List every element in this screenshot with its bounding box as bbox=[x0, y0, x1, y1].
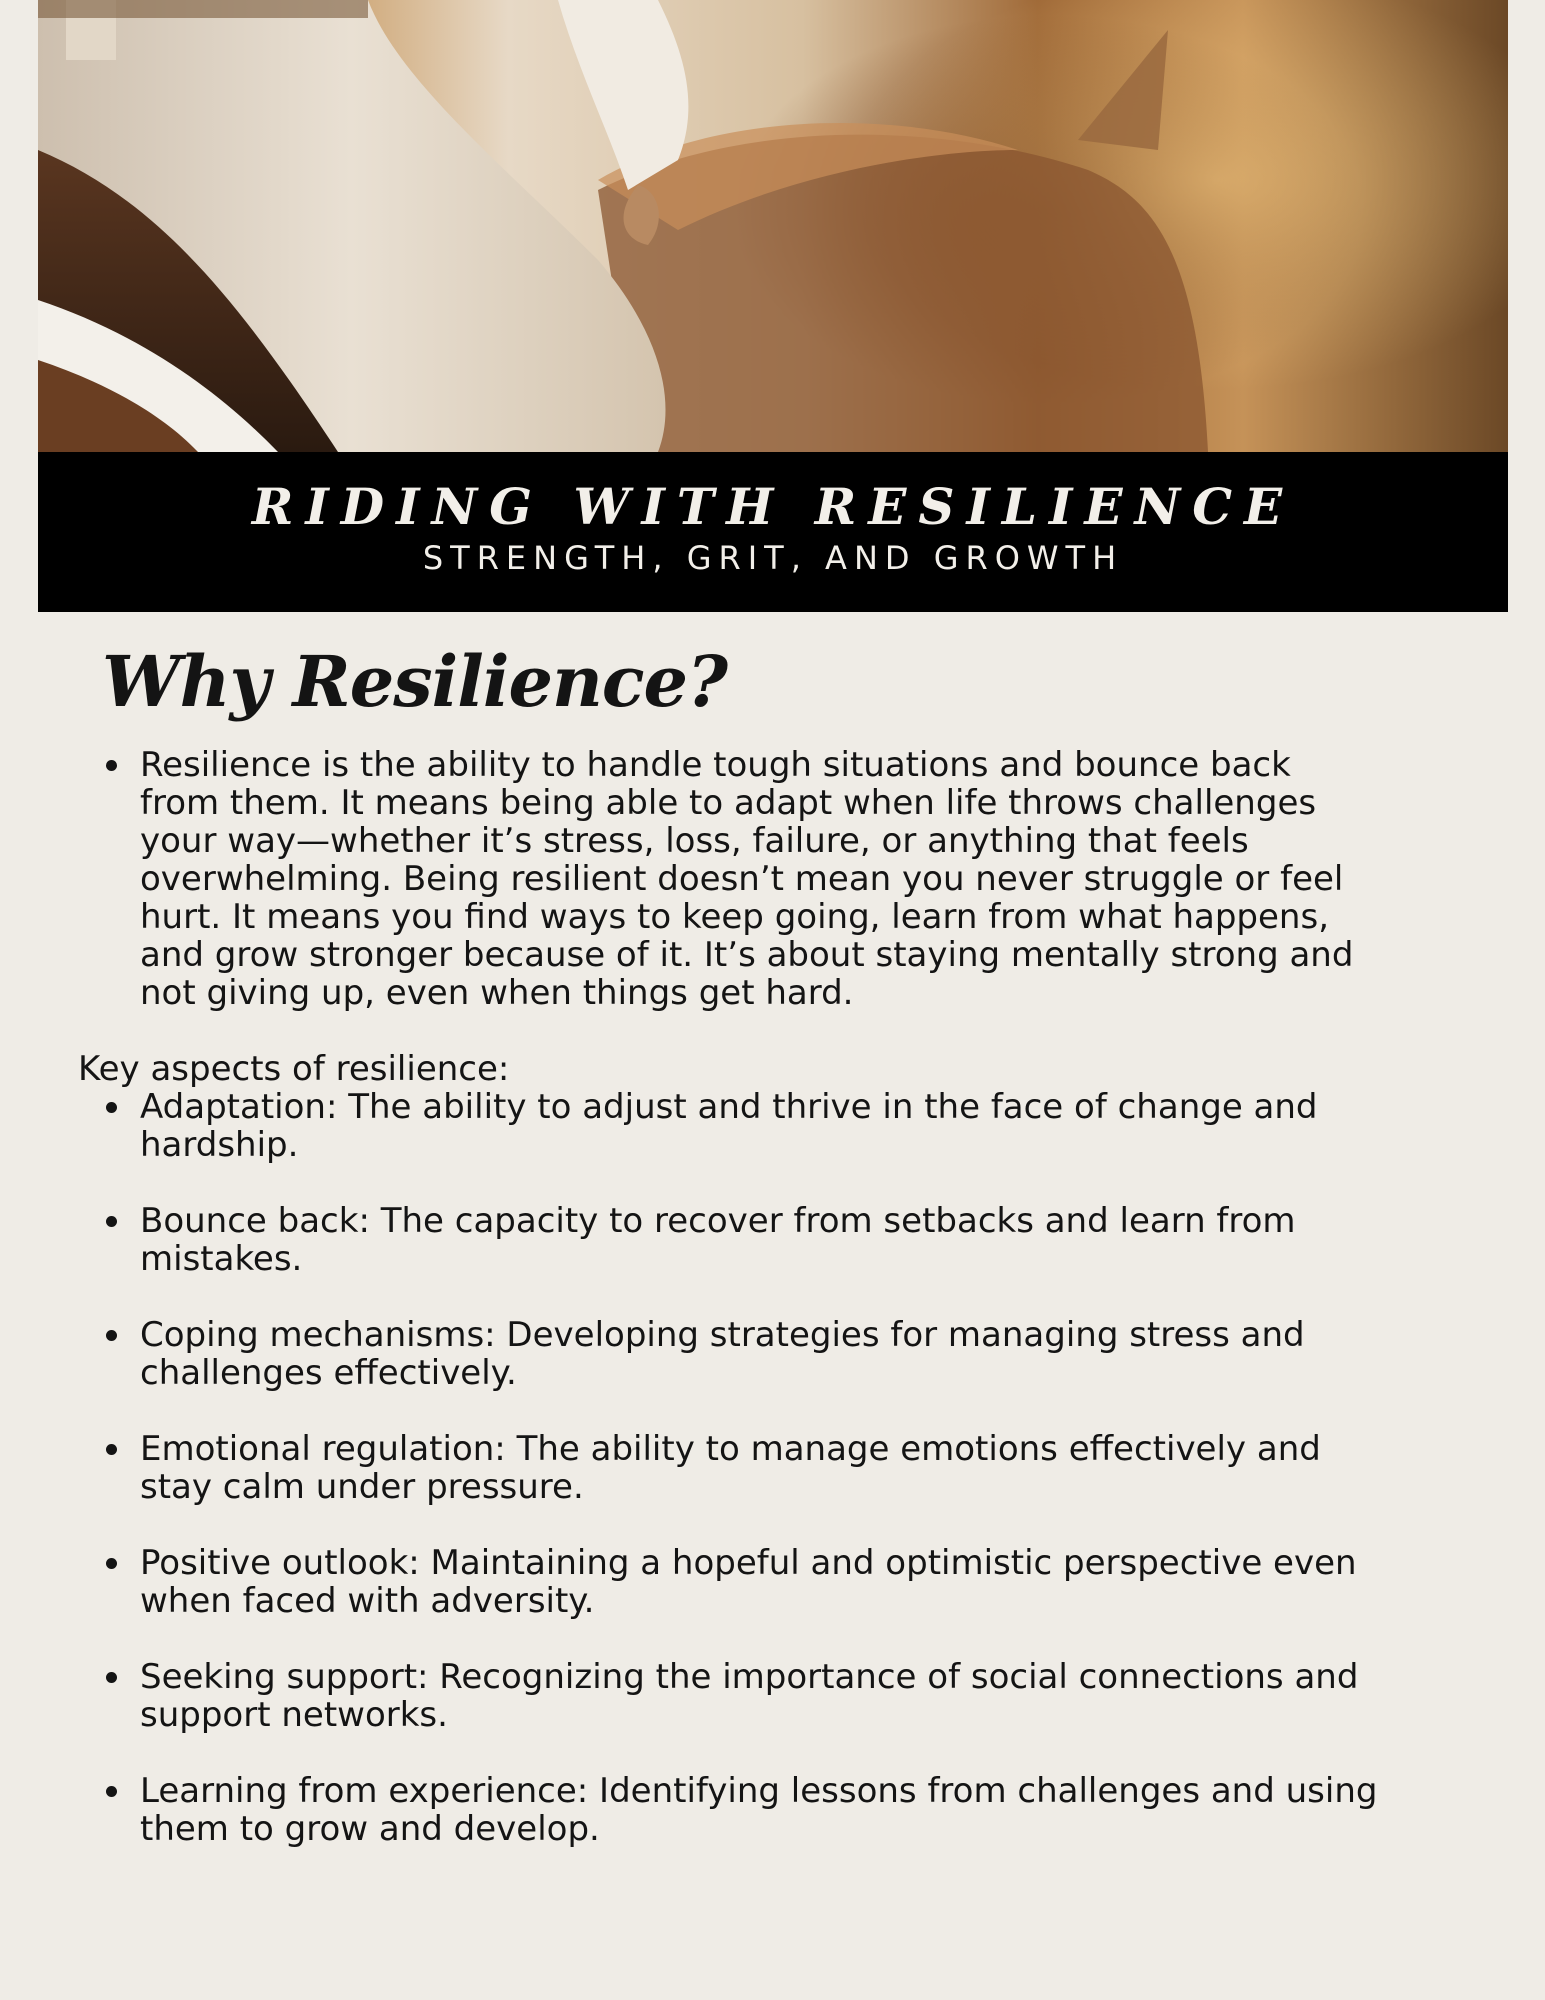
aspects-list bbox=[78, 1088, 1458, 1848]
section-heading: Why Resilience? bbox=[102, 640, 728, 723]
list-item-seeking-support: Seeking support: Recognizing the importance of social connections and support networks. bbox=[78, 1658, 1378, 1734]
hero-photo-rider-on-horse bbox=[38, 0, 1508, 452]
hero-illustration bbox=[38, 0, 1508, 452]
list-item-adaptation: Adaptation: The ability to adjust and thrive in the face of change and hardship. bbox=[78, 1088, 1378, 1164]
title-banner bbox=[38, 452, 1508, 612]
list-item-learning-from-experience: Learning from experience: Identifying lessons from challenges and using them to grow and develop. bbox=[78, 1772, 1378, 1848]
list-item-emotional-regulation: Emotional regulation: The ability to manage emotions effectively and stay calm under pressure. bbox=[78, 1430, 1378, 1506]
list-item-positive-outlook: Positive outlook: Maintaining a hopeful and optimistic perspective even when faced with adversity. bbox=[78, 1544, 1378, 1620]
list-item-coping-mechanisms: Coping mechanisms: Developing strategies for managing stress and challenges effectively. bbox=[78, 1316, 1378, 1392]
intro-paragraph: Resilience is the ability to handle tough situations and bounce back from them. It means being able to adapt when life throws challenges your way—whether it’s stress, loss, failure, or anything that feels overwhelming. Being resilient doesn’t mean you never struggle or feel hurt. It means you find ways to keep going, learn from what happens, and grow stronger because of it. It’s about staying mentally strong and not giving up, even when things get hard. bbox=[78, 746, 1378, 1012]
main-content bbox=[78, 640, 1458, 1886]
key-aspects-label: Key aspects of resilience: bbox=[78, 1049, 510, 1089]
banner-title: RIDING WITH RESILIENCE bbox=[251, 477, 1295, 536]
banner-subtitle: STRENGTH, GRIT, AND GROWTH bbox=[422, 539, 1124, 577]
list-item-bounce-back: Bounce back: The capacity to recover from setbacks and learn from mistakes. bbox=[78, 1202, 1378, 1278]
intro-list bbox=[78, 746, 1458, 1012]
